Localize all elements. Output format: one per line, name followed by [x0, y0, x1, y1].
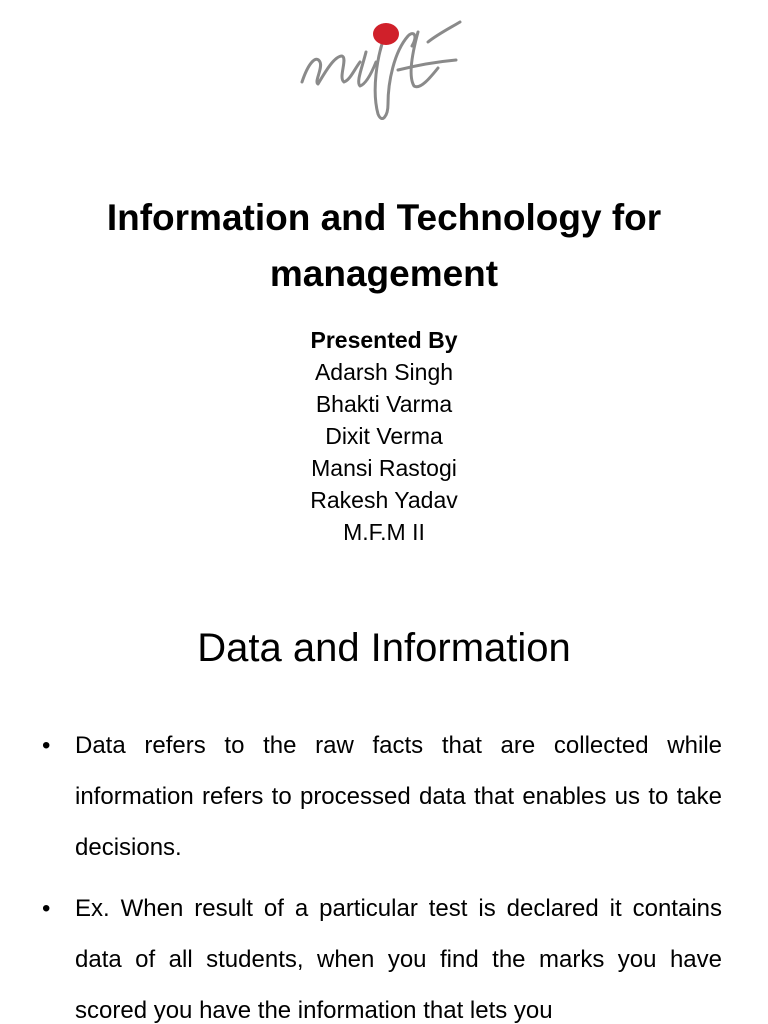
- slide-title-line-2: management: [269, 253, 499, 294]
- presenters-block: [0, 324, 768, 548]
- slide-title: [0, 190, 768, 302]
- presented-by-heading: Presented By: [310, 327, 458, 353]
- presenter-name: Adarsh Singh: [314, 359, 454, 385]
- bullet-dot-icon: •: [42, 732, 51, 759]
- presenter-name: Mansi Rastogi: [311, 455, 457, 481]
- course-label: M.F.M II: [343, 519, 425, 545]
- bullet-item: [40, 883, 722, 1024]
- presenter-name: Dixit Verma: [325, 423, 443, 449]
- slide-title-line-1: Information and Technology for: [106, 197, 662, 238]
- presenter-name: Rakesh Yadav: [310, 487, 458, 513]
- bullet-dot-icon: •: [42, 895, 51, 922]
- bullet-item: [40, 720, 722, 873]
- section-heading: Data and Information: [197, 626, 571, 670]
- bullet-text: Data refers to the raw facts that are collected while information refers to processed data that enables us to take decisions.: [75, 732, 722, 861]
- presenter-name: Bhakti Varma: [315, 391, 453, 417]
- bullet-text: Ex. When result of a particular test is declared it contains data of all students, when you find the marks you have scored you have the information that lets you: [75, 895, 722, 1024]
- nift-logo: [290, 12, 470, 130]
- bullet-list: [40, 720, 722, 1024]
